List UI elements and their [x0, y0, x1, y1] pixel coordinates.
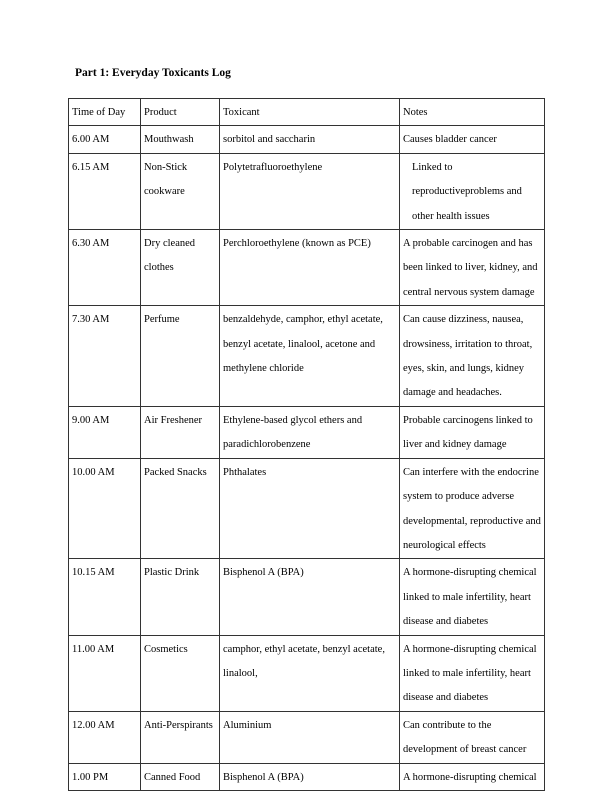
cell-product: Air Freshener: [141, 406, 220, 458]
cell-notes: A probable carcinogen and has been linked to liver, kidney, and central nervous system damage: [400, 230, 545, 306]
cell-product: Anti-Perspirants: [141, 711, 220, 763]
cell-notes: Causes bladder cancer: [400, 126, 545, 153]
cell-toxicant: Aluminium: [220, 711, 400, 763]
header-time: Time of Day: [69, 99, 141, 126]
cell-time: 6.15 AM: [69, 153, 141, 229]
cell-time: 12.00 AM: [69, 711, 141, 763]
header-toxicant: Toxicant: [220, 99, 400, 126]
cell-notes: Linked to reproductiveproblems and other health issues: [400, 153, 545, 229]
cell-product: Packed Snacks: [141, 458, 220, 559]
cell-toxicant: Bisphenol A (BPA): [220, 559, 400, 635]
toxicants-log-table: [68, 98, 545, 791]
cell-product: Cosmetics: [141, 635, 220, 711]
cell-notes: Can interfere with the endocrine system to produce adverse developmental, reproductive and neurological effects: [400, 458, 545, 559]
table-row: [69, 406, 545, 458]
cell-product: Dry cleaned clothes: [141, 230, 220, 306]
cell-toxicant: benzaldehyde, camphor, ethyl acetate, benzyl acetate, linalool, acetone and methylene chloride: [220, 306, 400, 407]
header-row: [69, 99, 545, 126]
cell-toxicant: sorbitol and saccharin: [220, 126, 400, 153]
cell-time: 6.30 AM: [69, 230, 141, 306]
cell-notes: A hormone-disrupting chemical linked to male infertility, heart disease and diabetes: [400, 635, 545, 711]
cell-time: 1.00 PM: [69, 763, 141, 790]
cell-notes: Can contribute to the development of breast cancer: [400, 711, 545, 763]
cell-product: Canned Food: [141, 763, 220, 790]
cell-product: Perfume: [141, 306, 220, 407]
cell-time: 10.15 AM: [69, 559, 141, 635]
cell-toxicant: Ethylene-based glycol ethers and paradichlorobenzene: [220, 406, 400, 458]
cell-toxicant: Bisphenol A (BPA): [220, 763, 400, 790]
cell-toxicant: Phthalates: [220, 458, 400, 559]
header-notes: Notes: [400, 99, 545, 126]
cell-notes: A hormone-disrupting chemical: [400, 763, 545, 790]
cell-notes: Can cause dizziness, nausea, drowsiness, irritation to throat, eyes, skin, and lungs, kidney damage and headaches.: [400, 306, 545, 407]
cell-time: 11.00 AM: [69, 635, 141, 711]
cell-time: 9.00 AM: [69, 406, 141, 458]
header-product: Product: [141, 99, 220, 126]
cell-time: 6.00 AM: [69, 126, 141, 153]
cell-product: Non-Stick cookware: [141, 153, 220, 229]
cell-notes: Probable carcinogens linked to liver and kidney damage: [400, 406, 545, 458]
cell-product: Mouthwash: [141, 126, 220, 153]
cell-toxicant: Perchloroethylene (known as PCE): [220, 230, 400, 306]
cell-time: 7.30 AM: [69, 306, 141, 407]
table-row: [69, 126, 545, 153]
page-heading: Part 1: Everyday Toxicants Log: [75, 67, 231, 79]
table-row: [69, 635, 545, 711]
table-row: [69, 458, 545, 559]
cell-toxicant: camphor, ethyl acetate, benzyl acetate, linalool,: [220, 635, 400, 711]
table-row: [69, 559, 545, 635]
cell-toxicant: Polytetrafluoroethylene: [220, 153, 400, 229]
cell-time: 10.00 AM: [69, 458, 141, 559]
table-row: [69, 153, 545, 229]
table-row: [69, 306, 545, 407]
table-row: [69, 230, 545, 306]
table-row: [69, 763, 545, 790]
table-row: [69, 711, 545, 763]
cell-product: Plastic Drink: [141, 559, 220, 635]
cell-notes: A hormone-disrupting chemical linked to male infertility, heart disease and diabetes: [400, 559, 545, 635]
